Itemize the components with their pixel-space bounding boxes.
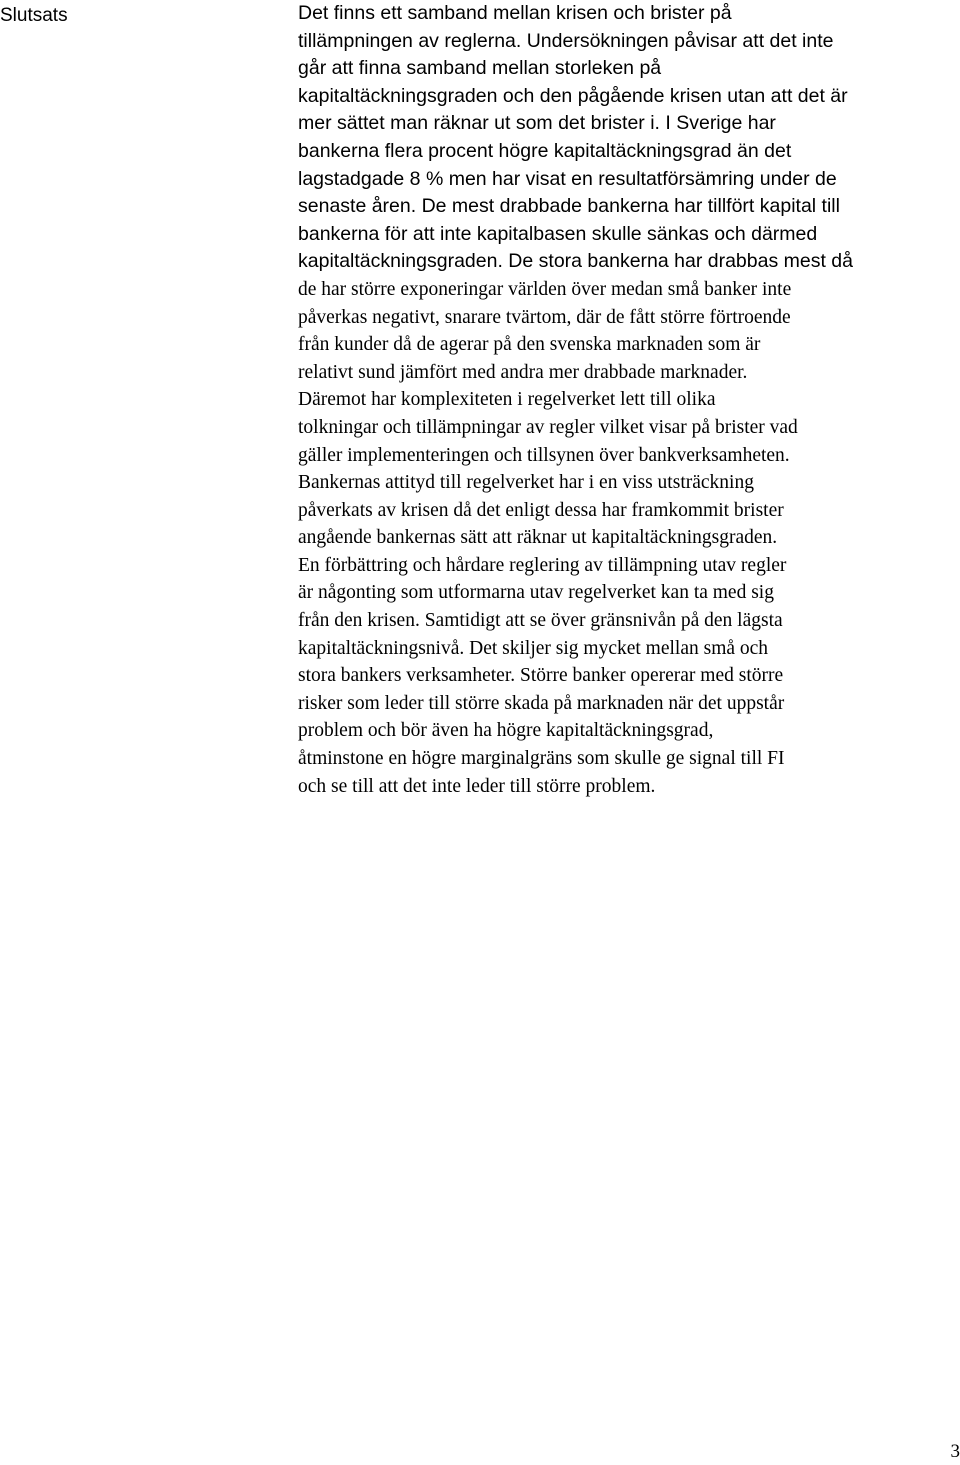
text-line: En förbättring och hårdare reglering av tillämpning utav regler — [298, 554, 787, 576]
text-line: kapitaltäckningsnivå. Det skiljer sig mycket mellan små och — [298, 637, 769, 659]
text-line: från kunder då de agerar på den svenska marknaden som är — [298, 334, 761, 356]
text-line: tolkningar och tillämpningar av regler vilket visar på brister vad — [298, 416, 798, 438]
text-line: de har större exponeringar världen över medan små banker inte — [298, 278, 792, 300]
text-line: påverkats av krisen då det enligt dessa har framkommit brister — [298, 499, 784, 521]
text-line: från den krisen. Samtidigt att se över gränsnivån på den lägsta — [298, 610, 783, 632]
text-line: risker som leder till större skada på marknaden när det uppstår — [298, 692, 785, 714]
text-line: tillämpningen av reglerna. Undersökningen påvisar att det inte — [298, 29, 834, 52]
text-line: mer sättet man räknar ut som det brister i. I Sverige har — [298, 112, 776, 135]
text-line: Det finns ett samband mellan krisen och brister på — [298, 2, 732, 24]
text-line: Däremot har komplexiteten i regelverket lett till olika — [298, 389, 716, 411]
text-line: bankerna flera procent högre kapitaltäckningsgrad än det — [298, 139, 792, 162]
text-line: åtminstone en högre marginalgräns som skulle ge signal till FI — [298, 748, 785, 770]
text-line: går att finna samband mellan storleken på — [298, 57, 662, 80]
text-line: Bankernas attityd till regelverket har i en viss utsträckning — [298, 472, 754, 494]
text-line: kapitaltäckningsgraden och den pågående krisen utan att det är — [298, 84, 848, 107]
text-line: kapitaltäckningsgraden. De stora bankerna har drabbas mest då — [298, 250, 853, 273]
text-line: angående bankernas sätt att räknar ut kapitaltäckningsgraden. — [298, 527, 778, 549]
text-line: stora bankers verksamheter. Större banker opererar med större — [298, 665, 784, 687]
text-line: lagstadgade 8 % men har visat en resultatförsämring under de — [298, 167, 837, 190]
conclusion-paragraph — [298, 0, 938, 800]
text-line: gäller implementeringen och tillsynen över bankverksamheten. — [298, 444, 790, 466]
text-line: och se till att det inte leder till större problem. — [298, 775, 656, 797]
text-line: problem och bör även ha högre kapitaltäckningsgrad, — [298, 720, 714, 742]
text-line: relativt sund jämfört med andra mer drabbade marknader. — [298, 361, 748, 383]
page-number: 3 — [950, 1441, 960, 1462]
text-line: påverkas negativt, snarare tvärtom, där de fått större förtroende — [298, 306, 791, 328]
text-line: senaste åren. De mest drabbade bankerna har tillfört kapital till — [298, 195, 840, 218]
text-line: bankerna för att inte kapitalbasen skulle sänkas och därmed — [298, 222, 818, 245]
text-line: är någonting som utformarna utav regelverket kan ta med sig — [298, 582, 774, 604]
section-heading: Slutsats — [0, 5, 68, 26]
